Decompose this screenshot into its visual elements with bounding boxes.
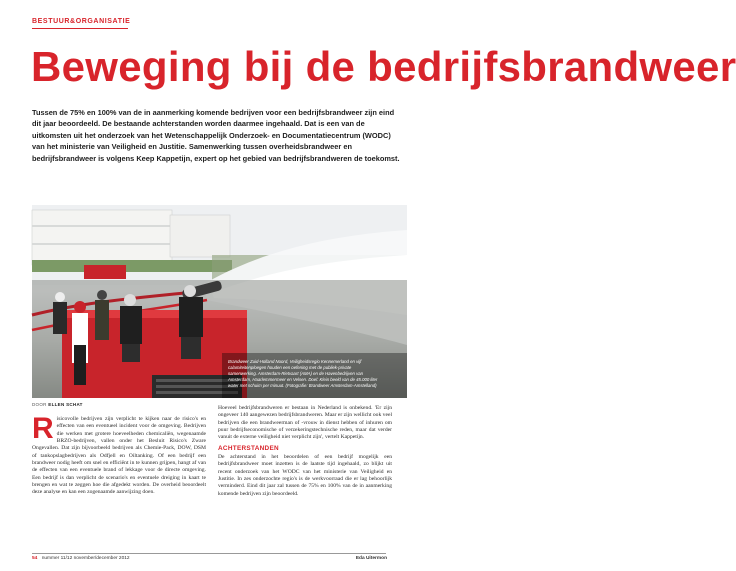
byline-author: ELLEN SCHAT (48, 402, 83, 407)
tank-band (32, 243, 172, 245)
section-rule (32, 28, 128, 29)
storage-tank-right (170, 215, 230, 257)
photo-caption: Brandweer Zuid-Holland Noord, Veiligheidsregio Kennemerland en vijf calamiteitenploegen houden een oefening met de publiek-private samenwerking. Amsterdam-Rietvaart (AMA) en de Havenbedrijven van Amsterdam, Haarlemmermeer en Velsen. Doel: Klein beeld van de 45.000 liter water met schuim per minuut. (Fotografie: Brandweer Amsterdam-Amstelland) (228, 359, 378, 389)
headline: Beweging bij de bedrijfsbrandweer (31, 43, 736, 90)
firefighter-body (120, 306, 142, 344)
helmet-dark (97, 290, 107, 300)
page-number: 54 (32, 556, 38, 561)
body-right-text-1: Hoeveel bedrijfsbrandweren er bestaan in Nederland is onbekend. 'Er zijn ongeveer 140 aangewezen bedrijfsbrandweren. Maar er zijn wellicht ook veel bedrijven die een brandweerman of -vrouw in dienst hebben of inhuren om puur bedrijfseconomische of verzekeringstechnische reden, maar dat verder vanuit de externe veiligheid niet verplicht zijn', vertelt Kappetijn. (218, 405, 392, 441)
body-column-left (32, 412, 206, 497)
firefighter-body (53, 302, 67, 334)
footer-publication: Eda Uitermon (355, 556, 387, 561)
firefighter-legs (181, 337, 201, 359)
platform-edge (62, 310, 247, 318)
subhead-achterstanden: ACHTERSTANDEN (218, 444, 279, 452)
dropcap: R (32, 412, 54, 445)
firefighter-body (179, 297, 203, 337)
body-right-text-2: De achterstand in het beoordelen of een bedrijf mogelijk een bedrijfsbrandweer moet inzetten is de laatste tijd ingehaald, zo blijkt uit recent onderzoek van het WODC van het ministerie van Veiligheid en Justitie. In zes onderzochte regio's is de werkvoorraad die er lag behoorlijk verminderd. Eind dit jaar zal tussen de 75% en 100% van de in aanmerking komende bedrijven zijn beoordeeld. (218, 454, 392, 497)
helmet-red (74, 301, 86, 313)
helmet-silver (124, 294, 136, 306)
firefighter-legs (122, 344, 140, 362)
distant-fire-truck (84, 265, 126, 279)
officer-legs (74, 345, 86, 385)
firefighter-body (95, 300, 109, 340)
helmet-silver (184, 285, 196, 297)
intro-paragraph: Tussen de 75% en 100% van de in aanmerking komende bedrijven voor een bedrijfsbrandweer zijn eind dit jaar beoordeeld. De bestaande achterstanden worden daarmee ingehaald. Dat is een van de uitkomsten uit het onderzoek van het Wetenschappelijk Onderzoek- en Documentatiecentrum (WODC) van het ministerie van Veiligheid en Justitie. Samenwerking tussen overheidsbrandweer en bedrijfsbrandweer is volgens Keep Kappetijn, expert op het gebied van bedrijfsbrandweren de toekomst. (32, 108, 400, 163)
section-label: BESTUUR&ORGANISATIE (32, 18, 131, 25)
body-column-right (218, 405, 392, 498)
footer-rule (32, 553, 386, 554)
body-left-text: isicovolle bedrijven zijn verplicht te kijken naar de risico's en effecten van een eventueel incident voor de omgeving. Bedrijven die werken met grotere hoeveelheden chemicaliën, wegenaamde BRZO-bedrijven, vallen onder het Besluit Risico's Zware Ongevallen. Dat zijn bijvoorbeeld bedrijven als Chemie-Pack, DOW, DSM of tankopslagbedrijven als Odfjell en Oiltanking. Of een bedrijf een brandweer nodig heeft om snel en efficiënt in te kunnen grijpen, hangt af van de effecten van een eventuele brand of lekkage voor de directe omgeving. Een bedrijf is dan verplicht de scenario's en eventuele dreiging in kaart te brengen en wat te zeggen hoe die afgedekt worden. De overheid beoordeelt deze analyse en kan een zogenaamde aanwijzing doen. (32, 416, 206, 496)
tank-band (32, 225, 172, 227)
issue-text: nummer 11/12 november/december 2012 (41, 556, 130, 561)
helmet-white (55, 292, 65, 302)
grass-strip (32, 260, 232, 272)
byline-prefix: DOOR (32, 402, 47, 407)
storage-tank-left (32, 210, 172, 265)
footer-issue (32, 556, 130, 561)
byline (32, 402, 83, 407)
